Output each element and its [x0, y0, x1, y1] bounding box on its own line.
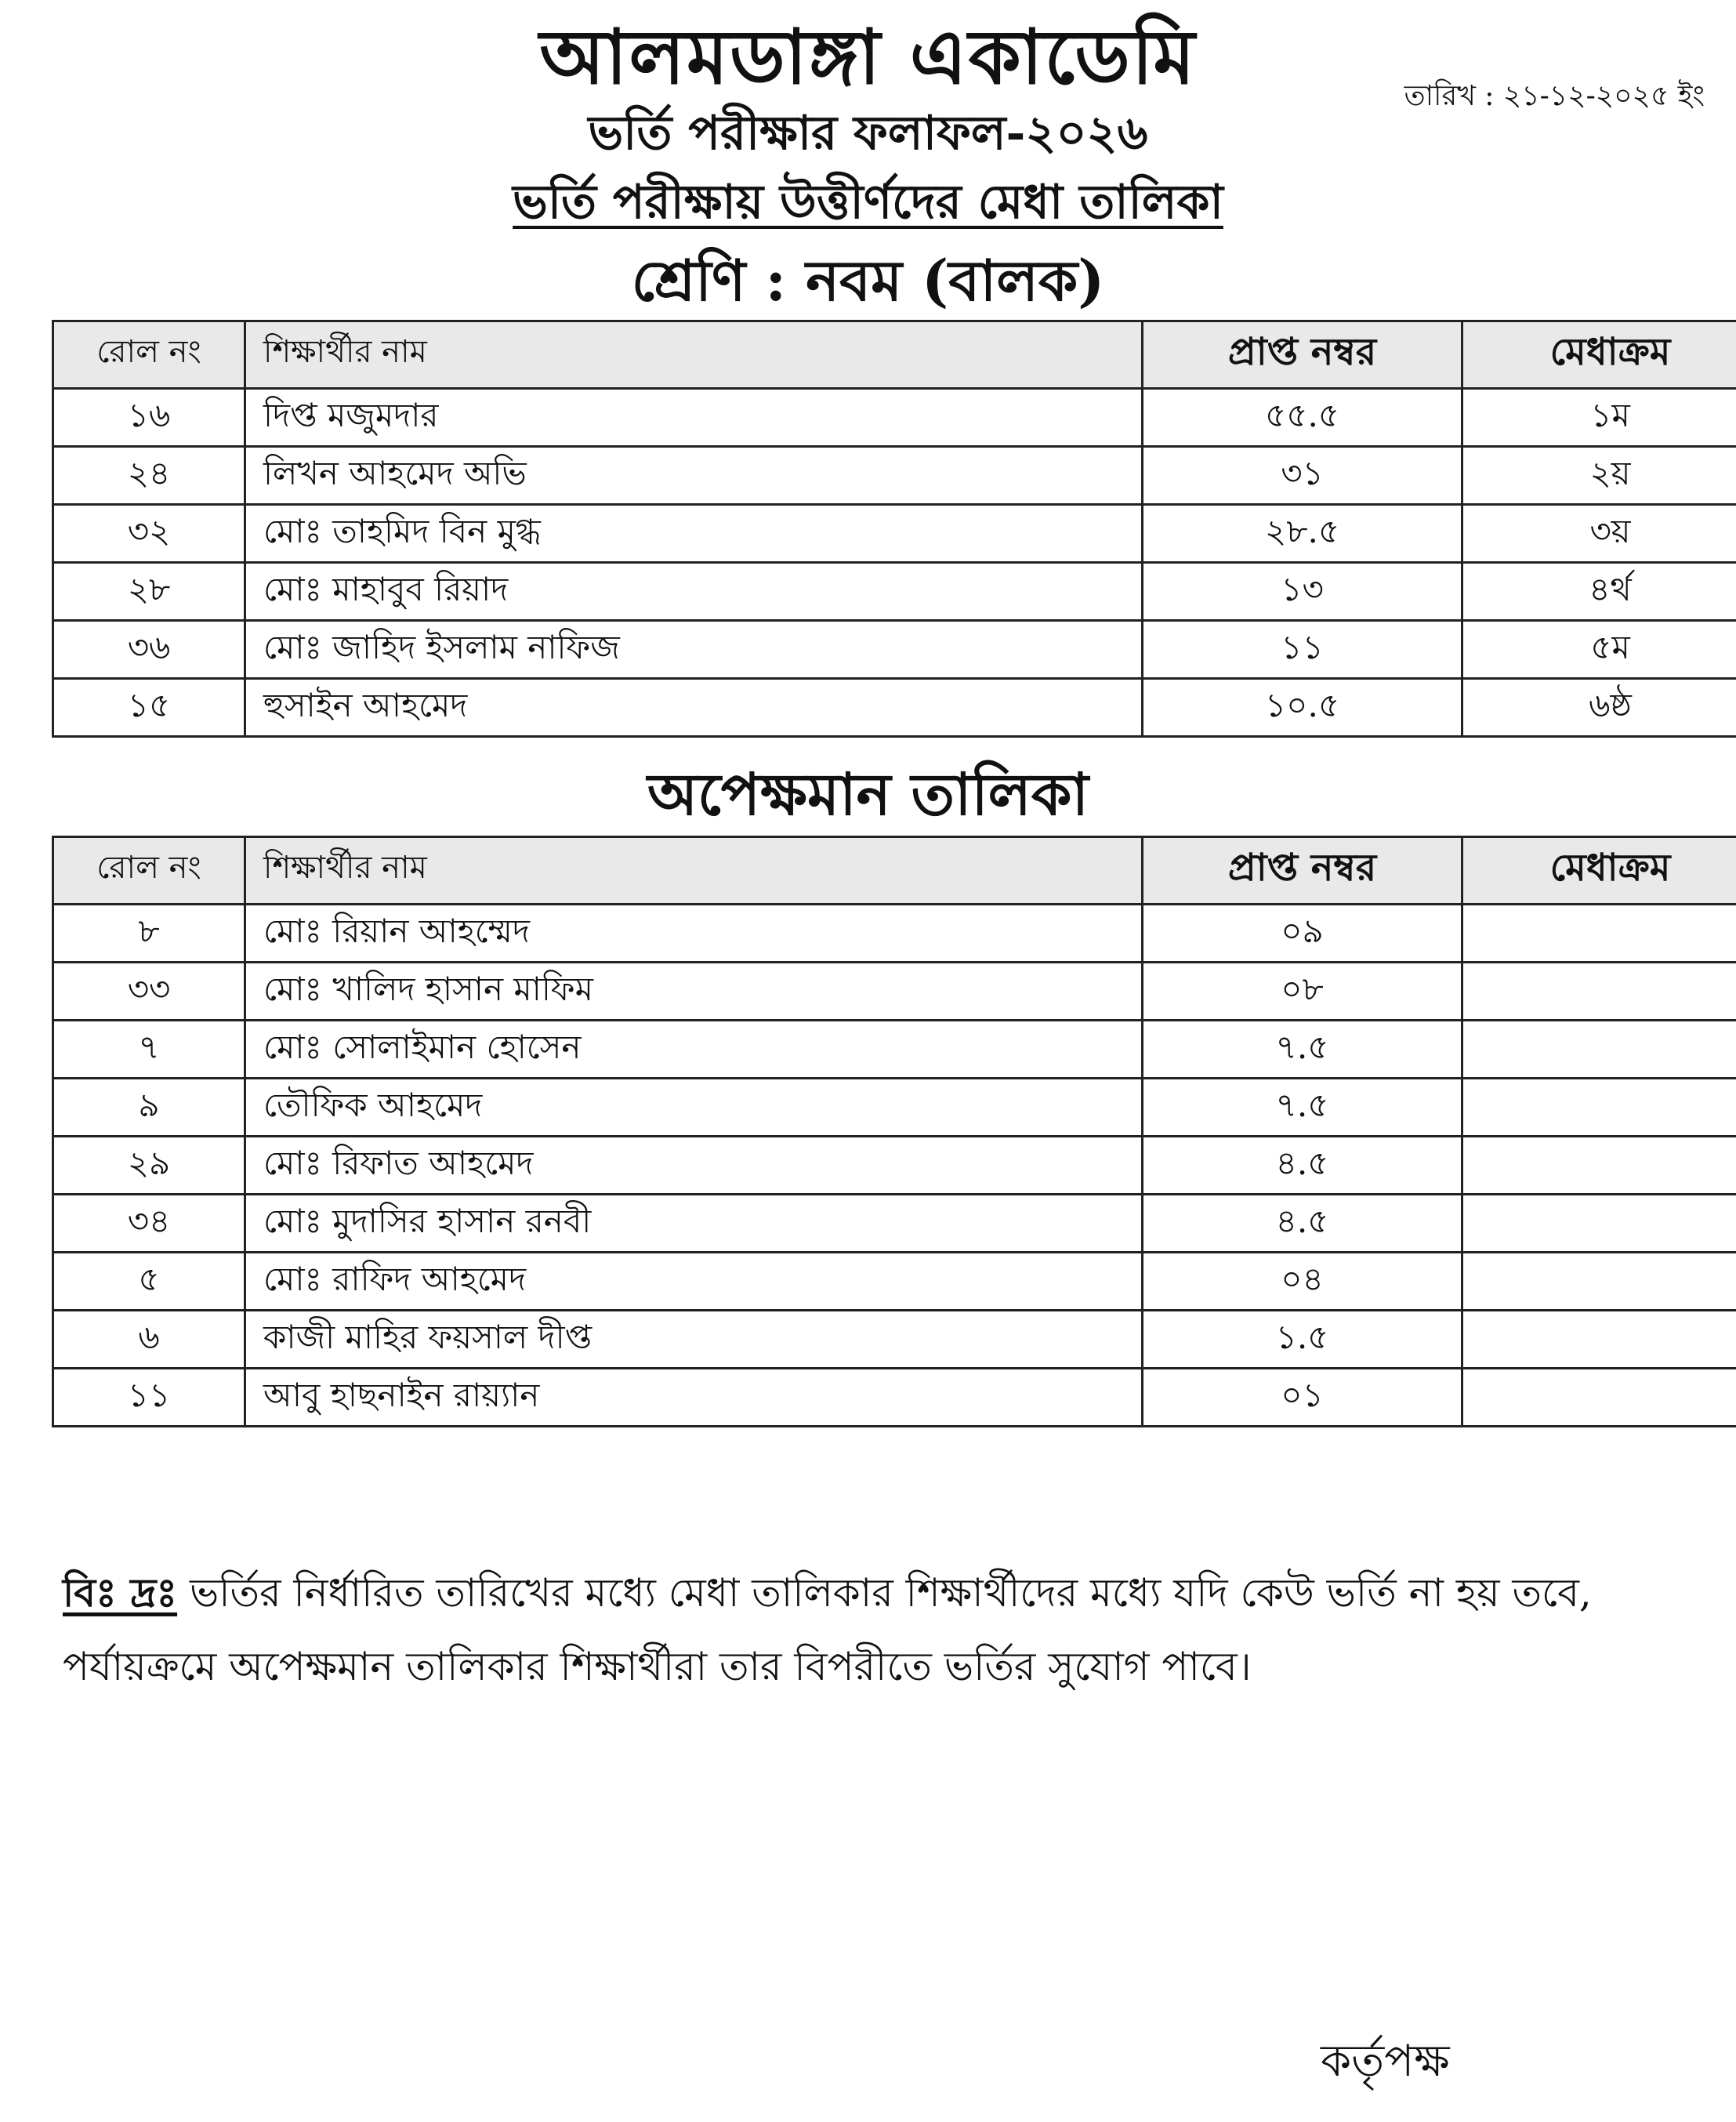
- score-cell: ১০.৫: [1143, 679, 1462, 737]
- rank-cell: [1462, 1079, 1736, 1137]
- note-label: বিঃ দ্রঃ: [63, 1569, 178, 1616]
- rank-cell: ৪র্থ: [1462, 563, 1736, 621]
- class-line: শ্রেণি : নবম (বালক): [631, 247, 1105, 314]
- score-cell: ০৯: [1143, 905, 1462, 963]
- merit-title-wrap: [0, 171, 1736, 245]
- table-row: [53, 389, 1736, 447]
- rank-cell: [1462, 1137, 1736, 1195]
- table-row: [53, 963, 1736, 1021]
- rank-cell: [1462, 963, 1736, 1021]
- roll-cell: ৩৪: [53, 1195, 245, 1253]
- rank-cell: [1462, 1021, 1736, 1079]
- table-row: [53, 1311, 1736, 1369]
- table-row: [53, 1137, 1736, 1195]
- rank-cell: ২য়: [1462, 447, 1736, 505]
- roll-header: রোল নং: [53, 837, 245, 905]
- score-header: প্রাপ্ত নম্বর: [1143, 837, 1462, 905]
- table-row: [53, 1369, 1736, 1427]
- score-cell: ০৮: [1143, 963, 1462, 1021]
- date-line: তারিখ : ২১-১২-২০২৫ ইং: [1404, 80, 1705, 112]
- table-row: [53, 505, 1736, 563]
- rank-cell: [1462, 1195, 1736, 1253]
- authority-signature: কর্তৃপক্ষ: [1321, 2036, 1450, 2087]
- rank-cell: ৩য়: [1462, 505, 1736, 563]
- score-cell: ৭.৫: [1143, 1079, 1462, 1137]
- score-cell: ১.৫: [1143, 1311, 1462, 1369]
- name-cell: আবু হাছনাইন রায়্যান: [245, 1369, 1143, 1427]
- name-cell: মোঃ তাহমিদ বিন মুগ্ধ: [245, 505, 1143, 563]
- roll-cell: ৫: [53, 1253, 245, 1311]
- name-cell: মোঃ রিফাত আহমেদ: [245, 1137, 1143, 1195]
- roll-cell: ১১: [53, 1369, 245, 1427]
- score-cell: ১৩: [1143, 563, 1462, 621]
- score-cell: ৭.৫: [1143, 1021, 1462, 1079]
- rank-cell: ৬ষ্ঠ: [1462, 679, 1736, 737]
- roll-header: রোল নং: [53, 321, 245, 389]
- rank-cell: ৫ম: [1462, 621, 1736, 679]
- roll-cell: ২৪: [53, 447, 245, 505]
- name-cell: মোঃ মাহাবুব রিয়াদ: [245, 563, 1143, 621]
- rank-cell: [1462, 1311, 1736, 1369]
- roll-cell: ৬: [53, 1311, 245, 1369]
- waiting-header-row: [53, 837, 1736, 905]
- rank-cell: ১ম: [1462, 389, 1736, 447]
- score-cell: ৪.৫: [1143, 1195, 1462, 1253]
- name-cell: মোঃ রিয়ান আহম্মেদ: [245, 905, 1143, 963]
- merit-table: [52, 320, 1736, 738]
- name-cell: মোঃ জাহিদ ইসলাম নাফিজ: [245, 621, 1143, 679]
- exam-title: ভর্তি পরীক্ষার ফলাফল-২০২৬: [588, 106, 1148, 161]
- merit-header-row: [53, 321, 1736, 389]
- merit-title: ভর্তি পরীক্ষায় উত্তীর্ণদের মেধা তালিকা: [513, 175, 1223, 230]
- roll-cell: ২৮: [53, 563, 245, 621]
- waiting-list-title: অপেক্ষমান তালিকা: [647, 761, 1089, 829]
- table-row: [53, 1195, 1736, 1253]
- score-cell: ১১: [1143, 621, 1462, 679]
- roll-cell: ৮: [53, 905, 245, 963]
- roll-cell: ৭: [53, 1021, 245, 1079]
- score-cell: ০৪: [1143, 1253, 1462, 1311]
- score-cell: ০১: [1143, 1369, 1462, 1427]
- score-cell: ৫৫.৫: [1143, 389, 1462, 447]
- name-cell: লিখন আহমেদ অভি: [245, 447, 1143, 505]
- score-cell: ৪.৫: [1143, 1137, 1462, 1195]
- name-header: শিক্ষার্থীর নাম: [245, 321, 1143, 389]
- roll-cell: ১৫: [53, 679, 245, 737]
- table-row: [53, 1079, 1736, 1137]
- rank-header: মেধাক্রম: [1462, 837, 1736, 905]
- rank-cell: [1462, 1369, 1736, 1427]
- name-cell: হুসাইন আহমেদ: [245, 679, 1143, 737]
- waiting-table: [52, 836, 1736, 1427]
- roll-cell: ৩৩: [53, 963, 245, 1021]
- roll-cell: ১৬: [53, 389, 245, 447]
- name-cell: মোঃ খালিদ হাসান মাফিম: [245, 963, 1143, 1021]
- table-row: [53, 679, 1736, 737]
- note-paragraph: [63, 1556, 1724, 1703]
- table-row: [53, 621, 1736, 679]
- name-cell: মোঃ রাফিদ আহমেদ: [245, 1253, 1143, 1311]
- table-row: [53, 1253, 1736, 1311]
- note-text: ভর্তির নির্ধারিত তারিখের মধ্যে মেধা তালিকার শিক্ষার্থীদের মধ্যে যদি কেউ ভর্তি না হয় তবে, পর্যায়ক্রমে অপেক্ষমান তালিকার শিক্ষার্থীরা তার বিপরীতে ভর্তির সুযোগ পাবে।: [63, 1570, 1592, 1689]
- name-cell: দিপ্ত মজুমদার: [245, 389, 1143, 447]
- roll-cell: ৩৬: [53, 621, 245, 679]
- table-row: [53, 447, 1736, 505]
- roll-cell: ২৯: [53, 1137, 245, 1195]
- rank-header: মেধাক্রম: [1462, 321, 1736, 389]
- school-name: আলমডাঙ্গা একাডেমি: [539, 13, 1197, 101]
- name-cell: মোঃ মুদাসির হাসান রনবী: [245, 1195, 1143, 1253]
- table-row: [53, 1021, 1736, 1079]
- roll-cell: ৩২: [53, 505, 245, 563]
- score-header: প্রাপ্ত নম্বর: [1143, 321, 1462, 389]
- name-cell: কাজী মাহির ফয়সাল দীপ্ত: [245, 1311, 1143, 1369]
- score-cell: ৩১: [1143, 447, 1462, 505]
- rank-cell: [1462, 905, 1736, 963]
- table-row: [53, 905, 1736, 963]
- name-cell: তৌফিক আহমেদ: [245, 1079, 1143, 1137]
- name-cell: মোঃ সোলাইমান হোসেন: [245, 1021, 1143, 1079]
- score-cell: ২৮.৫: [1143, 505, 1462, 563]
- table-row: [53, 563, 1736, 621]
- rank-cell: [1462, 1253, 1736, 1311]
- roll-cell: ৯: [53, 1079, 245, 1137]
- name-header: শিক্ষার্থীর নাম: [245, 837, 1143, 905]
